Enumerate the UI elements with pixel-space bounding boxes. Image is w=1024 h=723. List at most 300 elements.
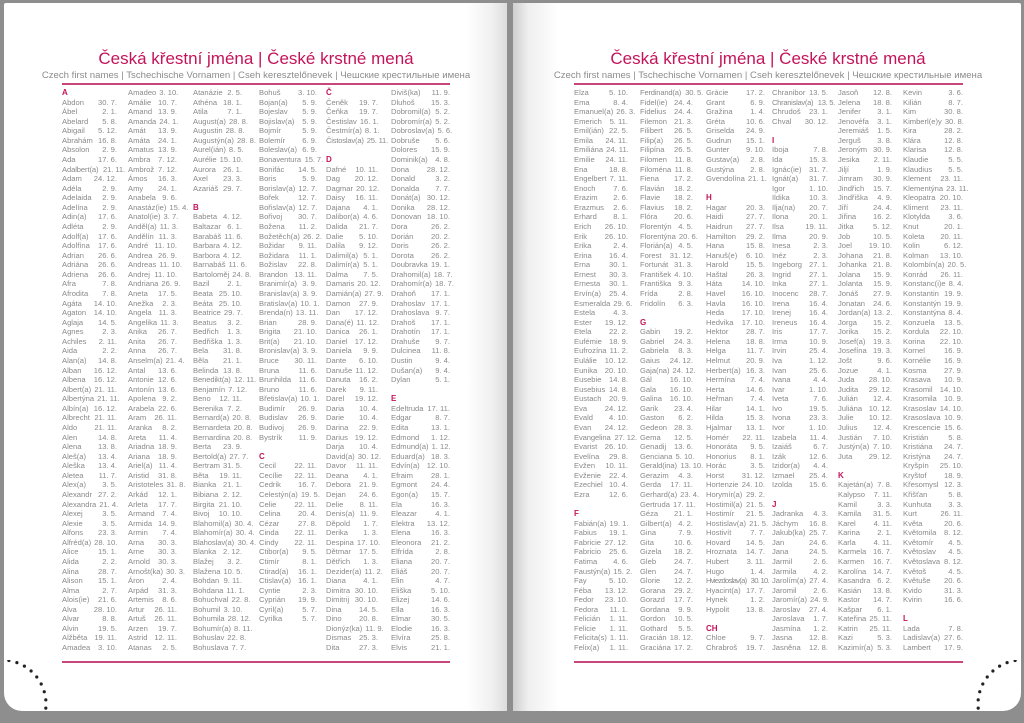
name-day-date: 11. 9. <box>365 623 384 633</box>
name-day-date: 17. 9. <box>944 643 963 653</box>
name-day-date: 15. 3. <box>431 97 450 107</box>
first-name: Anděl(a) <box>128 221 157 231</box>
name-day-date: 12. 2. <box>674 576 693 586</box>
name-day-date: 22. 2. <box>609 327 628 337</box>
name-entry <box>772 614 828 624</box>
first-name: Aranka <box>128 422 153 432</box>
name-day-date: 17. 10. <box>741 317 765 327</box>
first-name: Baltazar <box>193 221 221 231</box>
name-day-date: 22. 10. <box>939 336 963 346</box>
name-day-date: 30. 3. <box>158 556 177 566</box>
name-day-date: 7. 9. <box>678 528 693 538</box>
first-name: Gizela <box>640 547 662 557</box>
first-name: Jordan(a) <box>838 308 871 318</box>
name-entry <box>574 538 628 548</box>
name-day-date: 13. 9. <box>158 107 177 117</box>
first-name: Ignát(a) <box>772 174 799 184</box>
name-day-date: 13. 4. <box>98 461 117 471</box>
name-entry <box>772 107 828 117</box>
name-day-date: 1. 2. <box>750 595 765 605</box>
first-name: Brigita <box>259 327 281 337</box>
first-name: Dismas <box>326 633 352 643</box>
name-entry <box>574 567 632 577</box>
first-name: Hortenzie <box>706 480 739 490</box>
name-entry <box>62 299 117 309</box>
first-name: Hyacint(a) <box>706 585 741 595</box>
name-entry <box>391 442 451 452</box>
name-day-date: 17. 6. <box>98 231 117 241</box>
name-entry <box>391 346 450 356</box>
first-name: Etela <box>574 327 592 337</box>
name-day-date: 11. 3. <box>158 231 177 241</box>
letter-heading-text: J <box>772 499 777 509</box>
name-entry <box>838 165 892 175</box>
name-entry <box>62 318 117 328</box>
first-name: Boleslav(a) <box>259 145 297 155</box>
first-name: Filoména <box>640 164 672 174</box>
name-day-date: 17. 1. <box>431 327 450 337</box>
first-name: Ernesta <box>574 279 601 289</box>
name-day-date: 1. 4. <box>750 107 765 117</box>
name-entry <box>326 423 378 433</box>
first-name: Bohumila <box>193 614 225 624</box>
name-entry <box>772 557 828 567</box>
name-day-date: 5. 10. <box>609 88 628 97</box>
first-name: Eufémie <box>574 336 602 346</box>
name-entry <box>193 433 252 443</box>
name-day-date: 29. 2. <box>746 231 765 241</box>
first-name: Damon <box>326 298 351 308</box>
name-entry <box>640 605 693 615</box>
name-day-date: 27. 9. <box>873 288 892 298</box>
name-entry <box>62 452 117 462</box>
first-name: Irvin <box>772 346 787 356</box>
name-entry <box>640 509 693 519</box>
name-day-date: 12. 6. <box>609 489 628 499</box>
name-entry <box>640 557 693 567</box>
name-day-date: 16. 10. <box>669 375 693 385</box>
first-name: Damián(a) <box>326 288 362 298</box>
name-day-date: 8. 4. <box>948 279 964 289</box>
first-name: Filip(a) <box>640 135 664 145</box>
first-name: Daniela <box>326 346 352 356</box>
name-day-date: 30. 3. <box>158 547 177 557</box>
first-name: Branimír(a) <box>259 279 297 289</box>
name-day-date: 28. 12. <box>426 164 450 174</box>
first-name: Benjamín <box>193 384 226 394</box>
name-entry <box>193 241 242 251</box>
name-entry <box>640 232 698 242</box>
name-day-date: 24. 9. <box>746 126 765 136</box>
name-entry <box>193 567 242 577</box>
name-day-date: 21. 5. <box>746 509 765 519</box>
first-name: Ferdinand(a) <box>640 88 682 97</box>
name-day-date: 27. 2. <box>98 489 117 499</box>
name-day-date: 26. 2. <box>431 250 450 260</box>
name-entry <box>128 366 177 376</box>
name-entry <box>259 519 317 529</box>
name-day-date: 26. 7. <box>158 346 177 356</box>
name-day-date: 14. 8. <box>609 384 628 394</box>
name-day-date: 7. 12. <box>228 384 248 394</box>
name-entry <box>259 366 317 376</box>
first-name: Kira <box>903 126 917 136</box>
name-entry <box>640 624 693 634</box>
name-day-date: 9. 7. <box>435 308 450 318</box>
first-name: Bohumil <box>193 604 221 614</box>
first-name: Aleš(a) <box>62 451 87 461</box>
name-day-date: 21. 1. <box>223 355 242 365</box>
name-day-date: 13. 5. <box>944 317 963 327</box>
name-day-date: 21. 6. <box>98 595 117 605</box>
name-day-date: 15. 9. <box>873 269 892 279</box>
first-name: Irma <box>772 336 788 346</box>
name-entry <box>193 595 250 605</box>
name-entry <box>574 270 628 280</box>
first-name: Damaris <box>326 279 355 289</box>
name-entry <box>259 423 317 433</box>
first-name: Aristid <box>128 470 150 480</box>
first-name: Adléta <box>62 221 84 231</box>
name-day-date: 24. 11. <box>605 135 628 145</box>
first-name: Ada <box>62 154 76 164</box>
first-name: Konstantin <box>903 288 939 298</box>
name-day-date: 26. 9. <box>298 422 317 432</box>
name-entry <box>128 471 177 481</box>
name-day-date: 11. 10. <box>154 241 177 251</box>
first-name: Edeltruda <box>391 403 424 413</box>
name-day-date: 31. 8. <box>223 346 242 356</box>
name-entry <box>62 528 117 538</box>
name-entry <box>903 423 963 433</box>
name-entry <box>128 547 177 557</box>
name-day-date: 16. 12. <box>93 403 117 413</box>
name-day-date: 5. 6. <box>437 126 453 136</box>
name-entry <box>574 461 628 471</box>
name-entry <box>838 576 892 586</box>
name-entry <box>259 356 317 366</box>
name-entry <box>640 107 693 117</box>
first-name: Kleopatra <box>903 193 936 203</box>
name-day-date: 27. 7. <box>746 221 765 231</box>
name-entry <box>903 461 963 471</box>
first-name: Dušan(a) <box>391 365 423 375</box>
first-name: Dagmar <box>326 183 354 193</box>
name-entry <box>128 586 177 596</box>
name-entry <box>259 136 317 146</box>
name-entry <box>640 289 693 299</box>
name-day-date: 22. 11. <box>294 499 317 509</box>
name-entry <box>706 88 765 98</box>
name-day-date: 10. 4. <box>359 403 378 413</box>
name-day-date: 20. 7. <box>431 566 450 576</box>
name-entry <box>838 232 892 242</box>
name-entry <box>62 576 117 586</box>
first-name: Agaton <box>62 308 87 318</box>
first-name: Izák <box>772 451 786 461</box>
letter-heading <box>706 624 765 634</box>
name-day-date: 14. 7. <box>746 547 765 557</box>
first-name: Donovan <box>391 212 422 222</box>
first-name: Jadranka <box>772 509 804 519</box>
name-day-date: 26. 3. <box>746 269 765 279</box>
first-name: Bernardeta <box>193 422 231 432</box>
name-day-date: 19. 5. <box>98 623 117 633</box>
name-entry <box>326 624 384 634</box>
name-day-date: 20. 1. <box>944 221 963 231</box>
name-day-date: 27. 7. <box>229 451 249 461</box>
first-name: Adrian <box>62 250 84 260</box>
name-day-date: 10. 9. <box>944 375 963 385</box>
first-name: Eulálie <box>574 355 597 365</box>
name-entry <box>326 605 378 615</box>
name-day-date: 14. 5. <box>298 164 317 174</box>
first-name: Dustin <box>391 355 413 365</box>
name-day-date: 9. 4. <box>435 365 450 375</box>
name-entry <box>326 480 378 490</box>
name-day-date: 24. 1. <box>158 135 177 145</box>
name-entry <box>128 614 177 624</box>
name-entry <box>838 270 892 280</box>
first-name: Kateřina <box>838 614 867 624</box>
name-entry <box>128 538 177 548</box>
name-day-date: 27. 12. <box>614 432 637 442</box>
name-day-date: 31. 3. <box>944 585 963 595</box>
name-day-date: 8. 12. <box>944 528 963 538</box>
name-day-date: 26. 1. <box>223 164 242 174</box>
first-name: Anastáz(ie) <box>128 202 167 212</box>
name-day-date: 11. 6. <box>298 375 317 385</box>
first-name: Fortunát <box>640 260 669 270</box>
first-name: Arkád <box>128 489 148 499</box>
name-entry <box>772 88 828 98</box>
first-name: Kevin <box>903 88 922 97</box>
name-day-date: 1. 9. <box>877 164 892 174</box>
name-day-date: 4. 1. <box>363 470 378 480</box>
name-day-date: 10. 12. <box>604 355 628 365</box>
name-entry <box>128 145 177 155</box>
name-entry <box>640 595 693 605</box>
name-day-date: 26. 6. <box>98 260 117 270</box>
first-name: Felix(a) <box>574 643 600 653</box>
name-entry <box>128 519 177 529</box>
name-entry <box>62 174 117 184</box>
name-day-date: 5. 10. <box>431 585 450 595</box>
first-name: Igor <box>772 183 786 193</box>
name-day-date: 7. 8. <box>813 145 828 155</box>
first-name: Adolf(a) <box>62 231 89 241</box>
name-entry <box>391 461 450 471</box>
name-entry <box>259 538 317 548</box>
first-name: Dobromil(a) <box>391 107 431 117</box>
name-entry <box>62 126 117 136</box>
first-name: Emilie <box>574 154 595 164</box>
name-day-date: 14. 5. <box>98 317 117 327</box>
name-day-date: 14. 1. <box>746 403 765 413</box>
first-name: Andriana <box>128 279 159 289</box>
name-day-date: 24. 9. <box>810 595 830 605</box>
name-day-date: 24. 12. <box>672 365 696 375</box>
first-name: Astrid <box>128 633 148 643</box>
name-day-date: 5. 8. <box>948 432 963 442</box>
name-entry <box>574 222 628 232</box>
first-name: Dora <box>391 221 408 231</box>
first-name: Amát <box>128 126 146 136</box>
name-day-date: 25. 11. <box>869 614 892 624</box>
name-entry <box>903 557 963 567</box>
first-name: Kolin <box>903 241 920 251</box>
name-day-date: 4. 10. <box>674 269 694 279</box>
name-day-date: 19. 12. <box>604 317 628 327</box>
first-name: Dionýz(ka) <box>326 623 363 633</box>
name-entry <box>574 203 628 213</box>
name-day-date: 11. 3. <box>158 308 177 318</box>
first-name: Bojan(a) <box>259 97 288 107</box>
first-name: Hovard <box>706 537 731 547</box>
first-name: Bratislav(a) <box>259 298 298 308</box>
name-day-date: 2. 12. <box>223 547 242 557</box>
name-day-date: 13. 11. <box>294 269 317 279</box>
name-day-date: 4. 1. <box>363 576 378 586</box>
name-day-date: 31. 7. <box>809 174 828 184</box>
name-day-date: 30. 10. <box>354 595 378 605</box>
first-name: Debora <box>326 480 351 490</box>
name-day-date: 30. 4. <box>235 528 255 538</box>
name-day-date: 5. 5. <box>948 154 963 164</box>
name-day-date: 18. 7. <box>434 279 454 289</box>
name-day-date: 18. 10. <box>426 212 450 222</box>
name-entry <box>62 547 117 557</box>
first-name: Brian <box>259 317 277 327</box>
first-name: Kolman <box>903 250 929 260</box>
name-entry <box>128 480 185 490</box>
first-name: Cedrik <box>259 480 281 490</box>
name-entry <box>326 356 378 366</box>
name-day-date: 11. 4. <box>809 432 828 442</box>
name-entry <box>574 605 628 615</box>
first-name: Bonifác <box>259 164 285 174</box>
first-name: Artur <box>128 604 145 614</box>
name-day-date: 5. 8. <box>102 116 117 126</box>
name-entry <box>326 327 378 337</box>
first-name: Elektra <box>391 518 415 528</box>
name-entry <box>193 490 242 500</box>
name-entry <box>128 327 177 337</box>
name-entry <box>391 107 450 117</box>
name-entry <box>772 117 828 127</box>
name-entry <box>772 145 828 155</box>
name-entry <box>193 452 248 462</box>
name-entry <box>574 586 628 596</box>
name-entry <box>128 203 188 213</box>
first-name: Glen <box>640 566 657 576</box>
name-day-date: 24. 12. <box>604 403 628 413</box>
name-day-date: 7. 10. <box>873 442 892 452</box>
name-entry <box>772 174 828 184</box>
first-name: Ignác(ie) <box>772 164 802 174</box>
name-day-date: 2. 1. <box>877 528 892 538</box>
first-name: Edita <box>391 422 409 432</box>
name-entry <box>326 222 378 232</box>
name-day-date: 16. 11. <box>355 193 378 203</box>
letter-heading <box>706 193 765 203</box>
name-entry <box>391 624 450 634</box>
name-entry <box>574 576 628 586</box>
name-day-date: 9. 9. <box>363 346 378 356</box>
first-name: Augustýn(a) <box>193 135 234 145</box>
name-entry <box>574 318 628 328</box>
first-name: Evžen <box>574 461 596 471</box>
name-day-date: 11. 6. <box>228 260 247 270</box>
name-day-date: 25. 4. <box>809 346 828 356</box>
name-entry <box>326 126 380 136</box>
name-day-date: 26. 5. <box>674 135 693 145</box>
first-name: Eunika <box>574 365 598 375</box>
first-name: Cinda <box>259 528 279 538</box>
name-day-date: 20. 8. <box>233 422 253 432</box>
name-entry <box>772 212 828 222</box>
first-name: Gothard <box>640 623 668 633</box>
name-day-date: 3. 10. <box>223 604 243 614</box>
first-name: Darel <box>326 394 345 404</box>
name-entry <box>706 557 765 567</box>
name-entry <box>391 366 450 376</box>
name-day-date: 27. 1. <box>809 260 828 270</box>
name-day-date: 18. 12. <box>669 633 693 643</box>
name-day-date: 19. 9. <box>298 595 317 605</box>
first-name: Abelard <box>62 116 89 126</box>
first-name: Ezechiel <box>574 480 603 490</box>
first-name: Darina <box>326 422 349 432</box>
name-entry <box>772 385 828 395</box>
name-day-date: 4. 4. <box>813 461 828 471</box>
name-day-date: 29. 12. <box>868 384 892 394</box>
name-day-date: 3. 5. <box>102 509 117 519</box>
first-name: Engelbert <box>574 174 607 184</box>
name-day-date: 21. 4. <box>99 499 119 509</box>
name-day-date: 8. 1. <box>302 556 317 566</box>
name-day-date: 20. 1. <box>809 212 828 222</box>
first-name: Arpád <box>128 585 149 595</box>
first-name: Alžběta <box>62 633 88 643</box>
name-day-date: 5. 10. <box>609 576 628 586</box>
name-entry <box>326 586 378 596</box>
name-entry <box>193 643 246 653</box>
first-name: Křišťan <box>903 489 928 499</box>
name-entry <box>193 356 242 366</box>
name-day-date: 25. 6. <box>609 547 628 557</box>
name-entry <box>772 480 828 490</box>
first-name: Heřman <box>706 394 734 404</box>
name-day-date: 3. 3. <box>877 499 892 509</box>
name-day-date: 3. 9. <box>302 346 318 356</box>
name-day-date: 5. 2. <box>435 116 450 126</box>
name-entry <box>259 155 323 165</box>
first-name: Drahoslava <box>391 308 430 318</box>
first-name: Dino <box>326 614 342 624</box>
name-entry <box>193 308 243 318</box>
first-name: Alexie <box>62 518 83 528</box>
name-entry <box>391 155 450 165</box>
name-entry <box>838 260 892 270</box>
first-name: Benedikt(a) <box>193 375 231 385</box>
first-name: Květa <box>903 518 923 528</box>
name-entry <box>193 279 242 289</box>
name-day-date: 23. 11. <box>940 174 963 184</box>
name-entry <box>62 480 117 490</box>
name-day-date: 4. 6. <box>613 556 628 566</box>
name-entry <box>640 500 696 510</box>
